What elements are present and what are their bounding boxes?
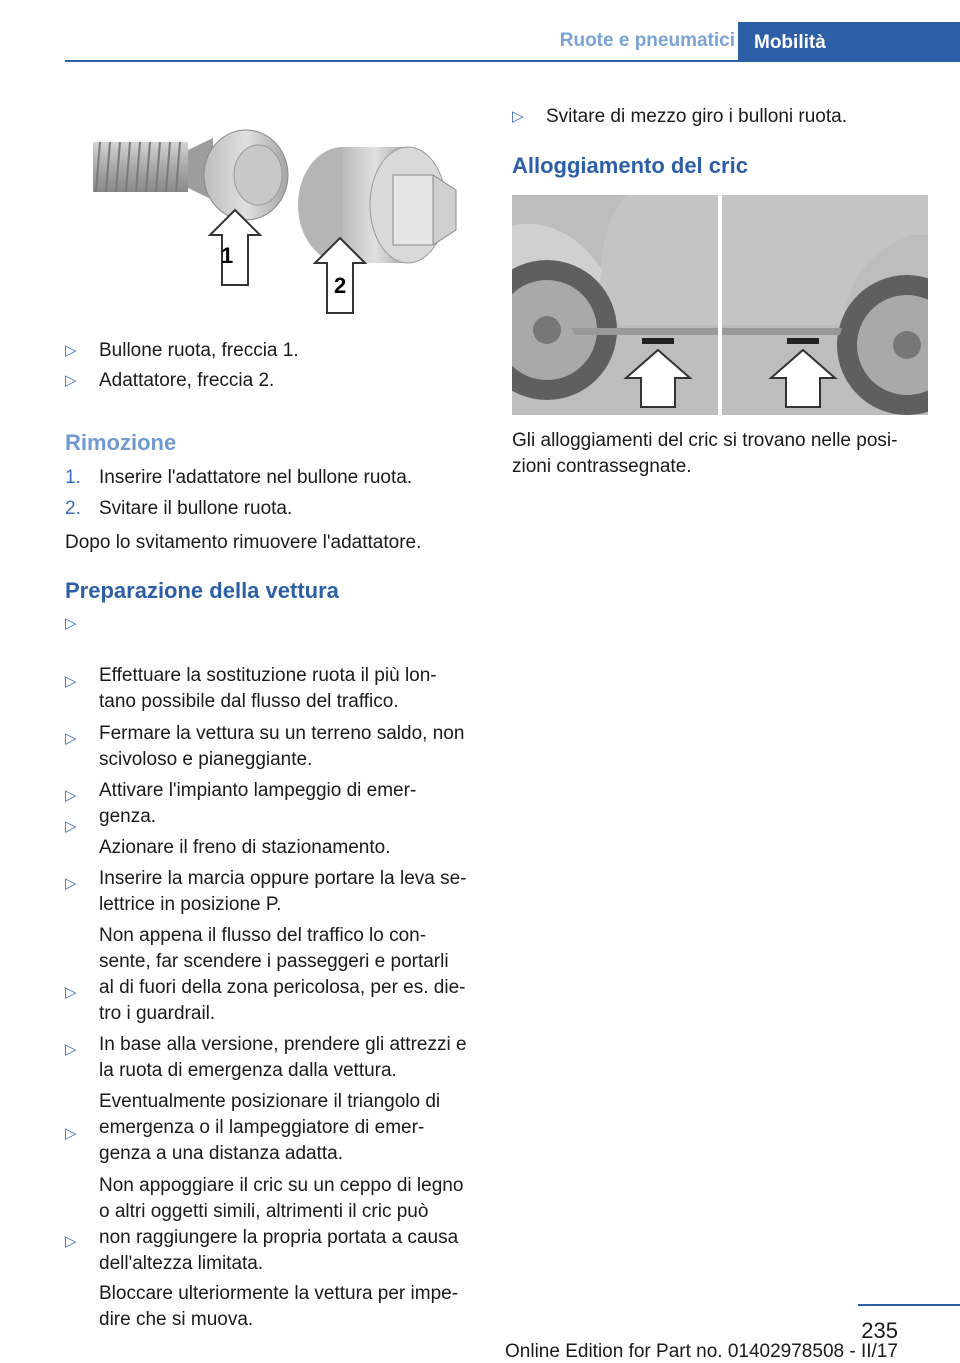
triangle-bullet-icon: ▷ — [65, 984, 77, 1001]
removal-note: Dopo lo svitamento rimuovere l'adattatore. — [65, 532, 422, 553]
arrow-1-icon — [210, 210, 260, 285]
list-item: ▷ Effettuare la sostituzione ruota il più lon- tano possibile dal flusso del traffico. — [65, 611, 485, 741]
triangle-bullet-icon: ▷ — [65, 875, 77, 892]
header-rule — [65, 60, 960, 62]
arrow-1-label: 1 — [221, 243, 234, 268]
jack-point-caption: Gli alloggiamenti del cric si trovano nelle posi- zioni contrassegnate. — [512, 430, 898, 477]
adapter — [298, 147, 456, 263]
jack-point-heading: Alloggiamento del cric — [512, 153, 748, 178]
triangle-bullet-icon: ▷ — [65, 372, 77, 389]
page-number: 235 — [861, 1318, 898, 1343]
triangle-bullet-icon: ▷ — [65, 673, 77, 690]
rear-jack-point-panel — [722, 195, 928, 415]
triangle-bullet-icon: ▷ — [65, 787, 77, 804]
list-item: ▷ Non appoggiare il cric su un ceppo di legno o altri oggetti simili, altrimenti il cric può non raggiungere la propria portata a causa dell'altezza limitata. — [65, 1121, 485, 1303]
list-item: ▷ Non appena il flusso del traffico lo con- sente, far scendere i passeggeri e portarli al di fuori della zona pericolosa, per es. die- tro i guardrail. — [65, 871, 485, 1053]
page-header — [0, 0, 960, 62]
triangle-bullet-icon: ▷ — [65, 615, 77, 632]
list-item: ▷ Adattatore, freccia 2. — [65, 368, 481, 394]
list-item: ▷ Inserire la marcia oppure portare la leva se- lettrice in posizione P. — [65, 814, 485, 944]
triangle-bullet-icon: ▷ — [65, 1125, 77, 1142]
list-item: ▷ Fermare la vettura su un terreno saldo, non scivoloso e pianeggiante. — [65, 669, 485, 799]
triangle-bullet-icon: ▷ — [65, 730, 77, 747]
wheel-bolt-adapter-illustration — [88, 120, 463, 320]
list-item: ▷ Svitare di mezzo giro i bulloni ruota. — [512, 104, 928, 130]
jack-points-illustration — [512, 195, 928, 415]
section-title: Ruote e pneumatici — [559, 30, 735, 51]
triangle-bullet-icon: ▷ — [65, 818, 77, 835]
removal-heading: Rimozione — [65, 430, 177, 455]
step-number: 2. — [65, 498, 81, 519]
triangle-bullet-icon: ▷ — [65, 1041, 77, 1058]
list-item: ▷ Attivare l'impianto lampeggio di emer- genza. — [65, 726, 485, 856]
arrow-2-label: 2 — [334, 273, 347, 298]
bolt-head-pattern — [234, 145, 282, 205]
step-item: 2. Svitare il bullone ruota. — [65, 496, 481, 522]
front-jack-pad — [642, 338, 674, 344]
rear-jack-pad — [787, 338, 819, 344]
list-item: ▷ Azionare il freno di stazionamento. — [65, 783, 485, 887]
list-item: ▷ Eventualmente posizionare il triangolo di emergenza o il lampeggiatore di emer- genza a una distanza adatta. — [65, 1037, 485, 1193]
preparation-heading: Preparazione della vettura — [65, 578, 339, 603]
list-item: ▷ In base alla versione, prendere gli attrezzi e la ruota di emergenza dalla vettura. — [65, 980, 485, 1110]
triangle-bullet-icon: ▷ — [512, 108, 524, 125]
triangle-bullet-icon: ▷ — [65, 342, 77, 359]
triangle-bullet-icon: ▷ — [65, 1233, 77, 1250]
front-jack-point-panel — [512, 195, 718, 415]
step-item: 1. Inserire l'adattatore nel bullone ruota. — [65, 465, 481, 491]
list-item: ▷ Bullone ruota, freccia 1. — [65, 338, 481, 364]
step-number: 1. — [65, 467, 81, 488]
edition-note: Online Edition for Part no. 01402978508 - II/17 — [505, 1341, 898, 1362]
bolt-thread — [93, 142, 188, 192]
chapter-tab: Mobilità — [738, 22, 960, 62]
list-item: ▷ Bloccare ulteriormente la vettura per impe- dire che si muova. — [65, 1229, 485, 1359]
footer-rule — [858, 1304, 960, 1306]
